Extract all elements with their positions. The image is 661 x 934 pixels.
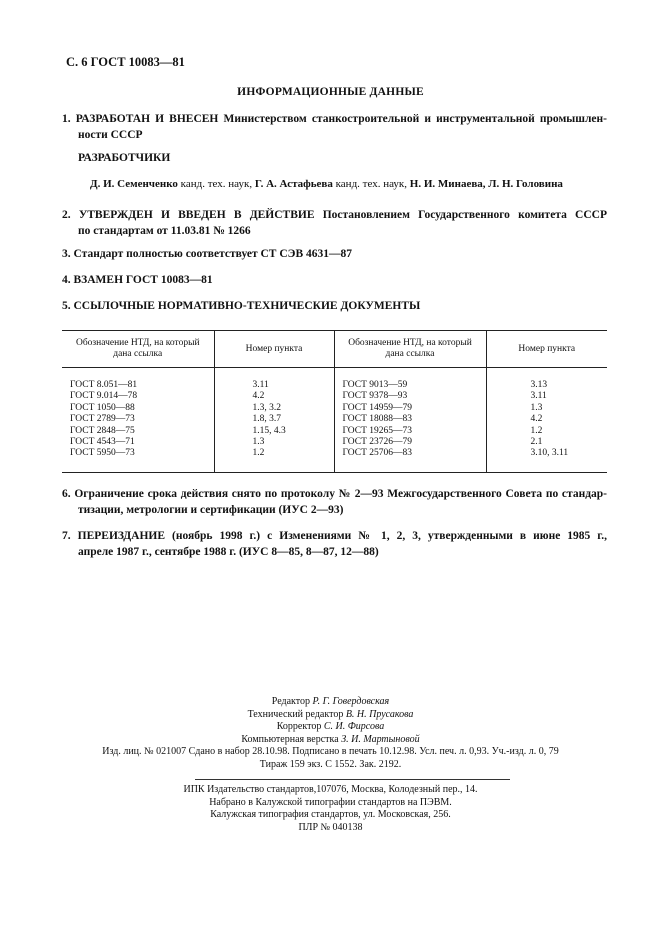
column-header: Номер пункта [214,331,334,368]
item-1-bold: 1. РАЗРАБОТАН И ВНЕСЕН [62,113,219,125]
tech-editor-name: В. Н. Прусакова [345,708,414,720]
developer-name: Н. И. Минаева, Л. Н. Головина [409,178,563,190]
layout-name: З. И. Мартыновой [341,733,420,745]
point-number: 3.11 [530,391,547,402]
developer-name: Д. И. Семенченко [90,178,178,190]
column-header: Номер пункта [486,331,607,368]
corrector-role: Корректор [276,721,324,732]
doc-reference: ГОСТ 8.051—81 [70,380,138,390]
print-line-1: Изд. лиц. № 021007 Сдано в набор 28.10.98. Подписано в печать 10.12.98. Усл. печ. л. 0,93. Уч.-изд. л. 0, 79 [102,746,559,757]
item-developed-by [62,111,607,143]
item-6-line-1: 6. Ограничение срока действия снято по протоколу № 2—93 Межгосударственного Совета по стандар- [62,488,607,500]
point-number: 1.3 [530,402,543,413]
point-number: 1.2 [530,425,543,436]
item-2-line-2: по стандартам от 11.03.81 № 1266 [78,225,251,237]
publisher-line-2: Набрано в Калужской типографии стандартов на ПЭВМ. [209,796,452,808]
print-line-2: Тираж 159 экз. С 1552. Зак. 2192. [259,759,402,770]
tech-editor-line [0,709,661,722]
item-references-heading: 5. ССЫЛОЧНЫЕ НОРМАТИВНО-ТЕХНИЧЕСКИЕ ДОКУМЕНТЫ [62,300,421,312]
point-number: 3.13 [530,380,548,390]
doc-reference: ГОСТ 1050—88 [70,402,135,413]
item-7-line-1: 7. ПЕРЕИЗДАНИЕ (ноябрь 1998 г.) с Изменениями № 1, 2, 3, утвержденными в июне 1985 г., [62,530,607,542]
publisher-line-4: ПЛР № 040138 [298,821,363,833]
doc-reference: ГОСТ 25706—83 [342,448,412,459]
doc-reference: ГОСТ 23726—79 [342,437,412,448]
point-number: 3.11 [252,380,269,390]
doc-reference: ГОСТ 2789—73 [70,414,135,425]
point-number: 1.15, 4.3 [252,425,286,436]
doc-reference: ГОСТ 2848—75 [70,425,135,436]
corrector-name: С. И. Фирсова [323,721,385,732]
references-table [62,330,607,473]
page-title: ИНФОРМАЦИОННЫЕ ДАННЫЕ [237,86,424,98]
publisher-line-1: ИПК Издательство стандартов,107076, Москва, Колодезный пер., 14. [183,784,478,795]
developer-degree: канд. тех. наук, [177,178,255,190]
publisher-info [0,784,661,834]
column-header: Обозначение НТД, на который дана ссылка [334,331,486,368]
doc-reference: ГОСТ 14959—79 [342,402,412,413]
point-number: 4.2 [530,414,543,425]
item-1-line-1 [62,111,607,127]
item-replaces: 4. ВЗАМЕН ГОСТ 10083—81 [62,274,213,286]
item-6-line-2: тизации, метрологии и сертификации (ИУС 2—93) [78,504,344,516]
item-approved [62,207,607,239]
item-2-line-1: 2. УТВЕРЖДЕН И ВВЕДЕН В ДЕЙСТВИЕ Постановлением Государственного комитета СССР [62,209,607,221]
editor-role: Редактор [271,696,313,707]
doc-reference: ГОСТ 19265—73 [342,425,412,436]
item-reissue [62,528,607,560]
doc-reference: ГОСТ 9013—59 [342,380,408,390]
layout-role: Компьютерная верстка [241,733,342,745]
doc-reference: ГОСТ 18088—83 [342,414,412,425]
point-number: 1.8, 3.7 [252,414,281,425]
table-row [62,368,607,473]
doc-reference: ГОСТ 9378—93 [342,391,408,402]
item-1-line-2: ности СССР [78,129,143,141]
left-points-cell [214,368,334,473]
divider [195,779,510,780]
tech-editor-role: Технический редактор [247,708,346,720]
corrector-line [0,721,661,734]
item-validity [62,486,607,518]
developer-degree: канд. тех. наук, [332,178,410,190]
doc-reference: ГОСТ 5950—73 [70,448,135,459]
editor-name: Р. Г. Говердовская [312,696,390,707]
point-number: 3.10, 3.11 [530,448,569,459]
developers-list [90,178,610,190]
developers-heading: РАЗРАБОТЧИКИ [78,152,171,164]
doc-reference: ГОСТ 9.014—78 [70,391,138,402]
point-number: 1.2 [252,448,265,459]
column-header: Обозначение НТД, на который дана ссылка [62,331,214,368]
right-doc-cell [334,368,486,473]
point-number: 1.3 [252,437,265,448]
point-number: 2.1 [530,437,543,448]
editorial-credits [0,696,661,746]
point-number: 1.3, 3.2 [252,402,281,413]
editor-line [0,696,661,709]
point-number: 4.2 [252,391,265,402]
item-1-text: Министерством станкостроительной и инструментальной промышлен- [218,113,607,125]
table-header-row [62,331,607,368]
left-doc-cell [62,368,214,473]
publisher-line-3: Калужская типография стандартов, ул. Московская, 256. [210,809,451,820]
item-compliance: 3. Стандарт полностью соответствует СТ СЭВ 4631—87 [62,248,353,260]
page-header: С. 6 ГОСТ 10083—81 [66,55,185,69]
print-details [0,745,661,771]
doc-reference: ГОСТ 4543—71 [70,437,135,448]
right-points-cell [486,368,607,473]
developer-name: Г. А. Астафьева [254,178,333,190]
item-7-line-2: апреле 1987 г., сентябре 1988 г. (ИУС 8—85, 8—87, 12—88) [78,546,379,558]
